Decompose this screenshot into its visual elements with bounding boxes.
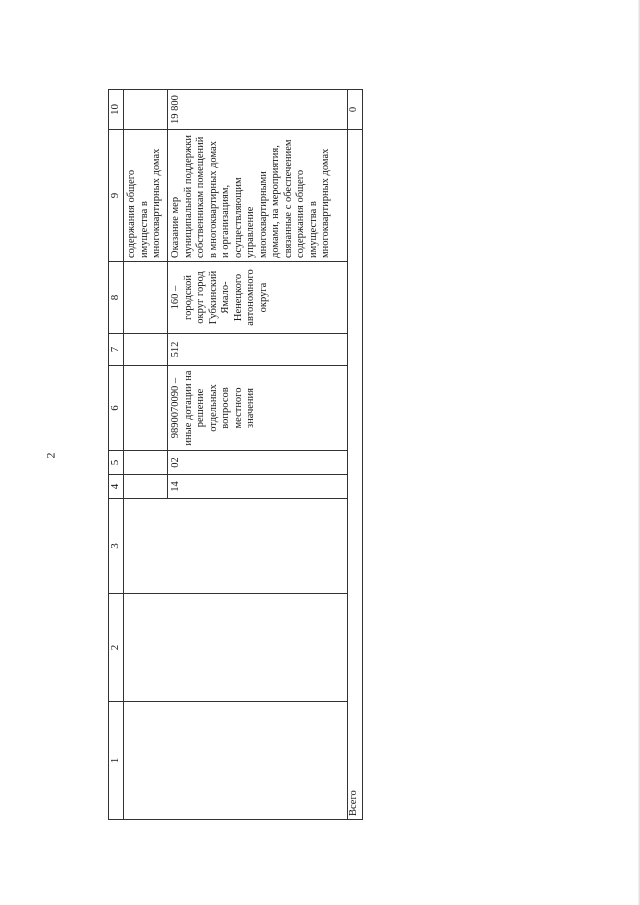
- header-cell: 8: [109, 262, 124, 334]
- cell-col7: 512: [168, 334, 348, 366]
- cell-col6: [124, 366, 168, 451]
- page-number: 2: [43, 452, 58, 459]
- table-header-row: [109, 90, 124, 820]
- cell-col3: [124, 499, 348, 594]
- cell-col5: [124, 451, 168, 475]
- header-cell: 4: [109, 475, 124, 499]
- cell-col8: [124, 262, 168, 334]
- header-cell: 1: [109, 702, 124, 820]
- rotated-table-wrapper: [108, 90, 363, 820]
- header-cell: 5: [109, 451, 124, 475]
- header-cell: 9: [109, 130, 124, 262]
- cell-col6: 9890070090 – иные дотации на решение отдельных вопросов местного значения: [168, 366, 348, 451]
- cell-col1: [124, 702, 348, 820]
- cell-col9: Оказание мер муниципальной поддержки собственникам помещений в многоквартирных домах и организациям, осуществляющим управление многоквартирными домами, на мероприятия, связанные с обеспечением содержания общего имущества в многоквартирных домах: [168, 130, 348, 262]
- header-cell: 3: [109, 499, 124, 594]
- cell-col7: [124, 334, 168, 366]
- header-cell: 2: [109, 594, 124, 702]
- cell-col2: [124, 594, 348, 702]
- header-cell: 6: [109, 366, 124, 451]
- header-cell: 10: [109, 90, 124, 130]
- total-row: [348, 90, 363, 820]
- total-value: 0: [348, 90, 363, 130]
- header-cell: 7: [109, 334, 124, 366]
- table-row: [124, 90, 168, 820]
- total-label: Всего: [348, 130, 363, 820]
- document-sheet: [108, 90, 363, 820]
- cell-col4: [124, 475, 168, 499]
- cell-col10: 19 800: [168, 90, 348, 130]
- cell-col10: [124, 90, 168, 130]
- cell-col9: содержания общего имущества в многоквартирных домах: [124, 130, 168, 262]
- cell-col8: 160 – городской округ город Губкинский Ямало-Ненецкого автономного округа: [168, 262, 348, 334]
- budget-table: [108, 89, 363, 820]
- cell-col4: 14: [168, 475, 348, 499]
- cell-col5: 02: [168, 451, 348, 475]
